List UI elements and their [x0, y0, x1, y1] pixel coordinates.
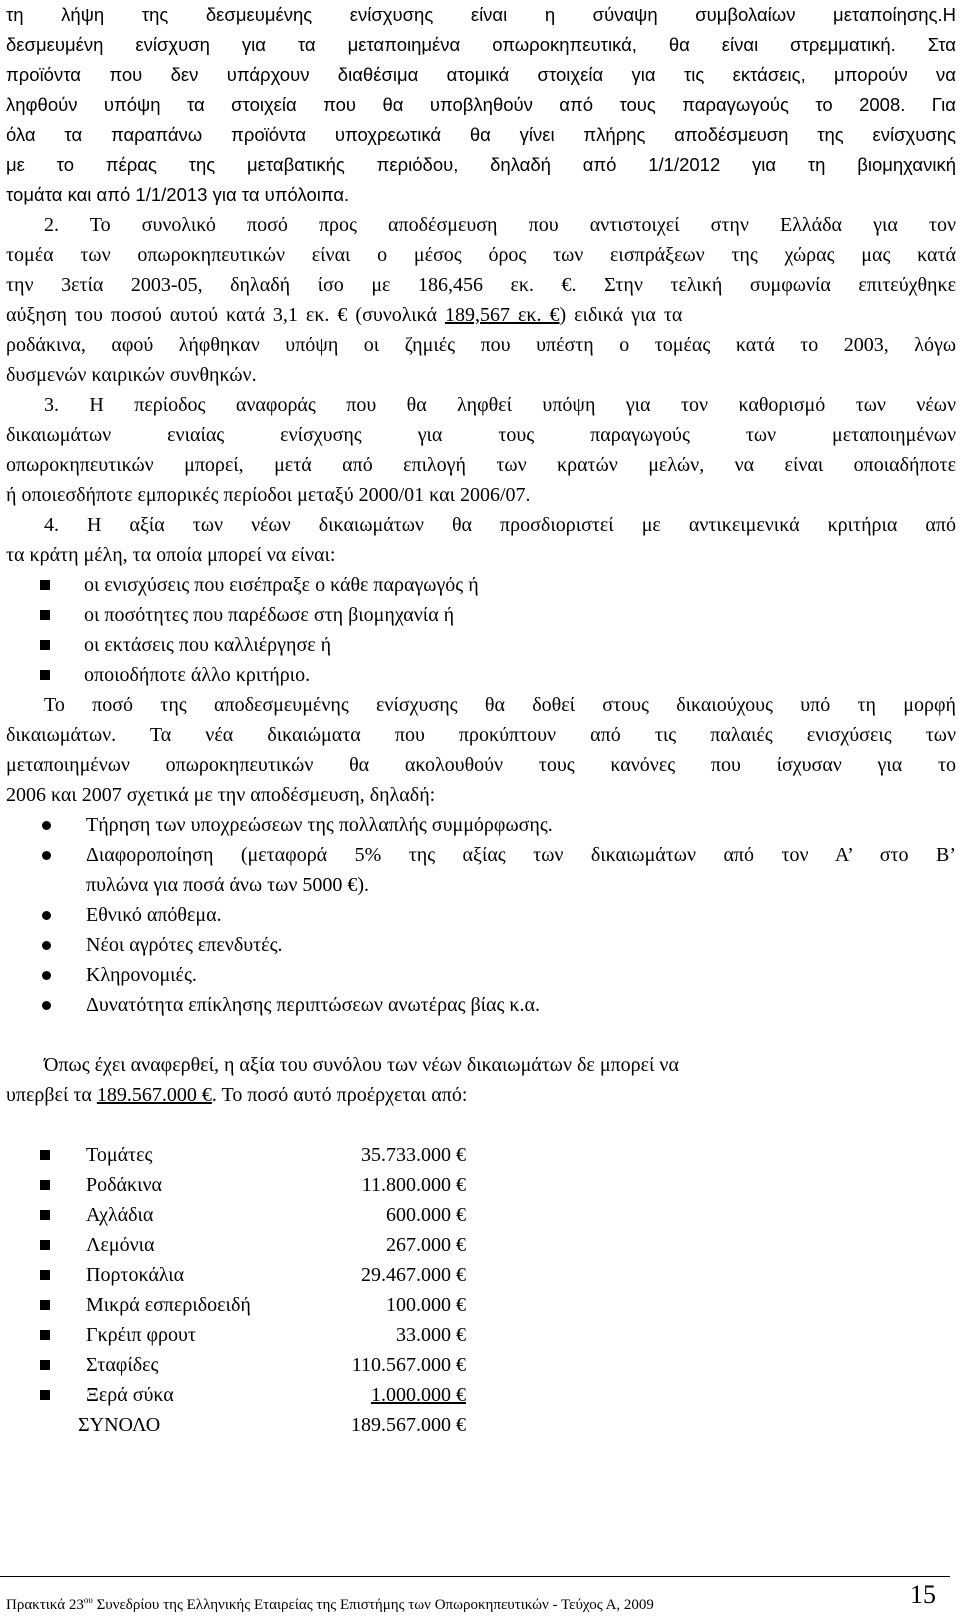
- square-bullet-icon: [40, 1210, 50, 1220]
- product-name: Αχλάδια: [86, 1204, 154, 1226]
- list-item: οι ποσότητες που παρέδωσε στη βιομηχανία ή: [84, 604, 455, 626]
- product-amount: 110.567.000 €: [351, 1354, 466, 1376]
- text-line: 3. Η περίοδος αναφοράς που θα ληφθεί υπόψη για τον καθορισμό των νέων: [44, 394, 956, 416]
- list-item: Τήρηση των υποχρεώσεων της πολλαπλής συμμόρφωσης.: [86, 814, 553, 836]
- text-line: τομάτα και από 1/1/2013 για τα υπόλοιπα.: [6, 184, 350, 205]
- list-item: Κληρονομιές.: [86, 964, 197, 986]
- text-line: όλα τα παραπάνω προϊόντα υποχρεωτικά θα γίνει πλήρης αποδέσμευση της ενίσχυσης: [6, 124, 956, 145]
- square-bullet-icon: [40, 670, 50, 680]
- text-line: [6, 1080, 956, 1110]
- underlined-amount: 189.567.000 €: [96, 1084, 212, 1106]
- text-line: δυσμενών καιρικών συνθηκών.: [6, 364, 257, 386]
- text-line: δικαιωμάτων. Τα νέα δικαιώματα που προκύπτουν από τις παλαιές ενισχύσεις των: [6, 724, 956, 746]
- total-amount: 189.567.000 €: [351, 1414, 466, 1436]
- text-line: προϊόντα που δεν υπάρχουν διαθέσιμα ατομικά στοιχεία για τις εκτάσεις, μπορούν να: [6, 64, 956, 85]
- product-amount: 29.467.000 €: [361, 1264, 466, 1286]
- text-line: 2006 και 2007 σχετικά με την αποδέσμευση, δηλαδή:: [6, 784, 436, 806]
- text-line: δικαιωμάτων ενιαίας ενίσχυσης για τους παραγωγούς των μεταποιημένων: [6, 424, 956, 446]
- text-span: υπερβεί τα: [6, 1084, 97, 1106]
- square-bullet-icon: [40, 1330, 50, 1340]
- round-bullet-icon: [42, 941, 51, 950]
- square-bullet-icon: [40, 1150, 50, 1160]
- footer-divider: [0, 1576, 950, 1577]
- product-name: Γκρέιπ φρουτ: [86, 1324, 196, 1346]
- text-line: δεσμευμένη ενίσχυση για τα μεταποιημένα οπωροκηπευτικά, θα είναι στρεμματική. Στα: [6, 34, 956, 55]
- list-item-continuation: πυλώνα για ποσά άνω των 5000 €).: [86, 874, 370, 896]
- square-bullet-icon: [40, 610, 50, 620]
- text-line: μεταποιημένων οπωροκηπευτικών θα ακολουθούν τους κανόνες που ίσχυσαν για το: [6, 754, 956, 776]
- text-line: τη λήψη της δεσμευμένης ενίσχυσης είναι η σύναψη συμβολαίων μεταποίησης.Η: [6, 4, 956, 25]
- product-name: Ροδάκινα: [86, 1174, 163, 1196]
- product-amount: 35.733.000 €: [361, 1144, 466, 1166]
- product-name: Τομάτες: [86, 1144, 153, 1166]
- round-bullet-icon: [42, 971, 51, 980]
- round-bullet-icon: [42, 851, 51, 860]
- footer-superscript: ου: [83, 1595, 93, 1605]
- round-bullet-icon: [42, 1001, 51, 1010]
- square-bullet-icon: [40, 1360, 50, 1370]
- square-bullet-icon: [40, 1240, 50, 1250]
- product-name: Ξερά σύκα: [86, 1384, 174, 1406]
- square-bullet-icon: [40, 640, 50, 650]
- round-bullet-icon: [42, 821, 51, 830]
- list-item: οι εκτάσεις που καλλιέργησε ή: [84, 634, 332, 656]
- footer-text-pre: Πρακτικά 23: [6, 1597, 84, 1613]
- product-amount: 1.000.000 €: [371, 1384, 466, 1406]
- text-line: ροδάκινα, αφού λήφθηκαν υπόψη οι ζημιές που υπέστη ο τομέας κατά το 2003, λόγω: [6, 334, 956, 356]
- product-name: Μικρά εσπεριδοειδή: [86, 1294, 251, 1316]
- footer-text-post: Συνεδρίου της Ελληνικής Εταιρείας της Επιστήμης των Οπωροκηπευτικών - Τεύχος Α, 2009: [92, 1597, 654, 1613]
- text-line: 2. Το συνολικό ποσό προς αποδέσμευση που αντιστοιχεί στην Ελλάδα για τον: [44, 214, 956, 236]
- footer-citation: [6, 1590, 654, 1615]
- text-line: τα κράτη μέλη, τα οποία μπορεί να είναι:: [6, 544, 336, 566]
- square-bullet-icon: [40, 1300, 50, 1310]
- underlined-amount: 189,567 εκ. €: [445, 304, 560, 326]
- text-line: ή οποιεσδήποτε εμπορικές περίοδοι μεταξύ 2000/01 και 2006/07.: [6, 484, 531, 506]
- text-line: [6, 300, 956, 330]
- total-label: ΣΥΝΟΛΟ: [78, 1414, 161, 1436]
- text-span: ) ειδικά για τα: [559, 304, 683, 326]
- square-bullet-icon: [40, 1270, 50, 1280]
- list-item: Διαφοροποίηση (μεταφορά 5% της αξίας των δικαιωμάτων από τον Α’ στο Β’: [86, 844, 956, 866]
- product-amount: 33.000 €: [396, 1324, 466, 1346]
- text-line: ληφθούν υπόψη τα στοιχεία που θα υποβληθούν από τους παραγωγούς το 2008. Για: [6, 94, 956, 115]
- list-item: Νέοι αγρότες επενδυτές.: [86, 934, 283, 956]
- text-line: με το πέρας της μεταβατικής περιόδου, δηλαδή από 1/1/2012 για τη βιομηχανική: [6, 154, 956, 175]
- square-bullet-icon: [40, 580, 50, 590]
- text-line: Το ποσό της αποδεσμευμένης ενίσχυσης θα δοθεί στους δικαιούχους υπό τη μορφή: [44, 694, 956, 716]
- product-amount: 600.000 €: [386, 1204, 466, 1226]
- text-line: Όπως έχει αναφερθεί, η αξία του συνόλου των νέων δικαιωμάτων δε μπορεί να: [44, 1054, 679, 1076]
- list-item: Εθνικό απόθεμα.: [86, 904, 222, 926]
- product-amount: 267.000 €: [386, 1234, 466, 1256]
- product-amount: 100.000 €: [386, 1294, 466, 1316]
- text-span: . Το ποσό αυτό προέρχεται από:: [211, 1084, 468, 1106]
- text-line: τομέα των οπωροκηπευτικών είναι ο μέσος όρος των εισπράξεων της χώρας μας κατά: [6, 244, 956, 266]
- page-number: 15: [910, 1580, 936, 1609]
- product-name: Λεμόνια: [86, 1234, 155, 1256]
- round-bullet-icon: [42, 911, 51, 920]
- product-amount: 11.800.000 €: [361, 1174, 466, 1196]
- product-name: Σταφίδες: [86, 1354, 159, 1376]
- square-bullet-icon: [40, 1180, 50, 1190]
- list-item: οι ενισχύσεις που εισέπραξε ο κάθε παραγωγός ή: [84, 574, 479, 596]
- list-item: οποιοδήποτε άλλο κριτήριο.: [84, 664, 311, 686]
- product-name: Πορτοκάλια: [86, 1264, 185, 1286]
- square-bullet-icon: [40, 1390, 50, 1400]
- text-line: 4. Η αξία των νέων δικαιωμάτων θα προσδιοριστεί με αντικειμενικά κριτήρια από: [44, 514, 956, 536]
- list-item: Δυνατότητα επίκλησης περιπτώσεων ανωτέρας βίας κ.α.: [86, 994, 540, 1016]
- text-span: αύξηση του ποσού αυτού κατά 3,1 εκ. € (συνολικά: [6, 304, 446, 326]
- text-line: οπωροκηπευτικών μπορεί, μετά από επιλογή των κρατών μελών, να είναι οποιαδήποτε: [6, 454, 956, 476]
- text-line: την 3ετία 2003-05, δηλαδή ίσο με 186,456 εκ. €. Στην τελική συμφωνία επιτεύχθηκε: [6, 274, 956, 296]
